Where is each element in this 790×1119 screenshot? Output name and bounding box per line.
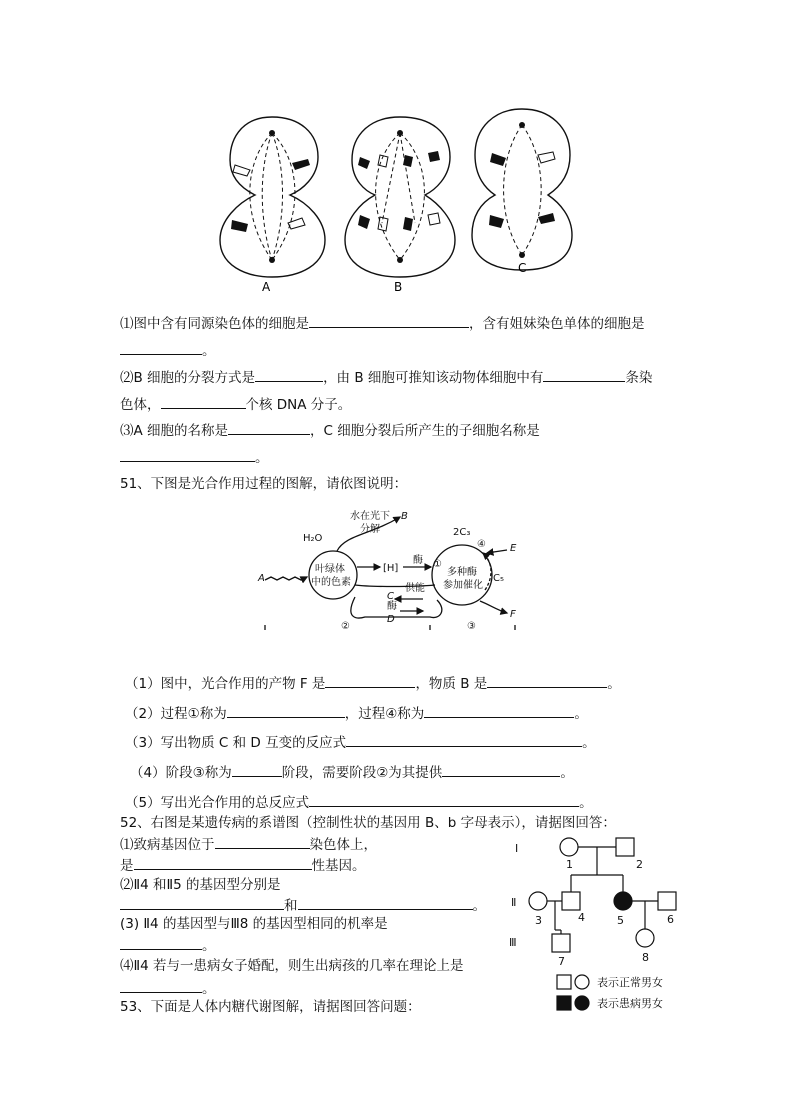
legend-normal-female [575,975,589,989]
svg-text:A: A [258,573,265,584]
q50-line1: ⑴图中含有同源染色体的细胞是 ，含有姐妹染色单体的细胞是 [120,313,645,333]
svg-text:叶绿体: 叶绿体 [315,564,345,575]
answer-blank[interactable] [227,703,345,718]
svg-text:分解: 分解 [360,524,380,535]
q50-line2: ⑵B 细胞的分裂方式是 ，由 B 细胞可推知该动物体细胞中有 条染 [120,367,652,387]
cell-b-outline [345,117,455,277]
answer-blank[interactable] [120,447,255,462]
legend-affected-female [575,996,589,1010]
svg-text:B: B [401,511,408,522]
svg-text:C₅: C₅ [493,573,504,584]
q50-line5: 。 [120,447,269,467]
answer-blank[interactable] [255,367,323,382]
answer-blank[interactable] [298,895,473,910]
svg-text:①: ① [433,559,442,570]
answer-blank[interactable] [424,703,574,718]
svg-text:D: D [387,614,395,625]
answer-blank[interactable] [543,367,625,382]
q51-line5: （5）写出光合作用的总反应式 。 [125,792,593,812]
answer-blank[interactable] [487,673,607,688]
answer-blank[interactable] [120,895,284,910]
cell-a-outline [220,117,325,277]
pedigree-individual-8 [636,929,654,947]
cell-division-figure [210,105,590,295]
answer-blank[interactable] [161,394,246,409]
svg-text:多种酶: 多种酶 [447,567,477,578]
answer-blank[interactable] [346,732,582,747]
svg-text:③: ③ [467,621,476,630]
svg-text:Ⅰ: Ⅰ [515,842,519,855]
svg-text:2C₃: 2C₃ [453,527,471,538]
svg-text:Ⅱ: Ⅱ [511,896,517,909]
svg-text:E: E [510,543,517,554]
svg-text:1: 1 [566,858,573,871]
q51-line3: （3）写出物质 C 和 D 互变的反应式 。 [125,732,596,752]
answer-blank[interactable] [325,673,415,688]
q52-line1: ⑴致病基因位于 染色体上， [120,834,377,854]
q52-title: 52、右图是某遗传病的系谱图（控制性状的基因用 B、b 字母表示），请据图回答： [120,815,616,831]
svg-text:参加催化: 参加催化 [443,580,483,591]
svg-text:[H]: [H] [383,563,399,574]
cell-a-label: A [262,280,271,294]
answer-blank[interactable] [215,834,310,849]
svg-text:7: 7 [558,955,565,968]
svg-text:8: 8 [642,951,649,964]
q52-line3: ⑵Ⅱ4 和Ⅱ5 的基因型分别是 [120,877,281,893]
q50-line3: 色体， 个核 DNA 分子。 [120,394,351,414]
svg-text:2: 2 [636,858,643,871]
svg-text:水在光下: 水在光下 [350,511,390,522]
answer-blank[interactable] [232,762,282,777]
q51-title: 51、下图是光合作用过程的图解，请依图说明： [120,476,408,492]
svg-text:F: F [510,609,516,620]
pedigree-individual-6 [658,892,676,910]
q51-line2: （2）过程①称为 ，过程④称为 。 [125,703,588,723]
legend-normal-male [557,975,571,989]
pedigree-individual-2 [616,838,634,856]
svg-text:5: 5 [617,914,624,927]
svg-text:④: ④ [477,539,486,550]
answer-blank[interactable] [309,313,469,328]
pedigree-individual-5 [614,892,632,910]
photosynthesis-diagram [255,505,530,630]
svg-text:6: 6 [667,913,674,926]
cell-b-label: B [394,280,403,294]
cell-c-outline [472,109,572,270]
svg-text:C: C [387,591,394,602]
legend-affected-male [557,996,571,1010]
q50-line4: ⑶A 细胞的名称是 ，C 细胞分裂后所产生的子细胞名称是 [120,420,540,440]
answer-blank[interactable] [309,792,579,807]
pedigree-individual-7 [552,934,570,952]
svg-text:表示正常男女: 表示正常男女 [597,976,663,989]
svg-text:中的色素: 中的色素 [311,577,351,588]
svg-text:供能: 供能 [405,583,425,594]
q52-line6: 。 [120,935,216,955]
q51-line4: （4）阶段③称为 阶段，需要阶段②为其提供 。 [130,762,574,782]
pedigree-chart [505,830,690,1015]
answer-blank[interactable] [120,978,202,993]
svg-text:4: 4 [578,911,585,924]
pedigree-individual-4 [562,892,580,910]
answer-blank[interactable] [228,420,310,435]
answer-blank[interactable] [120,935,202,950]
svg-text:Ⅲ: Ⅲ [509,936,517,949]
pedigree-individual-1 [560,838,578,856]
q51-line1: （1）图中，光合作用的产物 F 是 ，物质 B 是 。 [125,673,621,693]
cell-c-label: C [518,261,527,275]
q53-title: 53、下面是人体内糖代谢图解，请据图回答问题： [120,999,421,1015]
q50-line1-cont: 。 [120,340,216,360]
svg-text:H₂O: H₂O [303,533,323,544]
pedigree-individual-3 [529,892,547,910]
svg-text:表示患病男女: 表示患病男女 [597,997,663,1010]
q52-line8: 。 [120,978,216,998]
answer-blank[interactable] [442,762,560,777]
q52-line2: 是 性基因。 [120,855,366,875]
q52-line4: 和 。 [120,895,486,915]
answer-blank[interactable] [120,340,202,355]
svg-text:酶: 酶 [387,601,397,612]
svg-text:酶: 酶 [413,555,423,566]
svg-text:②: ② [341,621,350,630]
svg-text:3: 3 [535,914,542,927]
q52-line7: ⑷Ⅱ4 若与一患病女子婚配，则生出病孩的几率在理论上是 [120,958,464,974]
q52-line5: (3) Ⅱ4 的基因型与Ⅲ8 的基因型相同的机率是 [120,916,388,932]
answer-blank[interactable] [134,855,312,870]
